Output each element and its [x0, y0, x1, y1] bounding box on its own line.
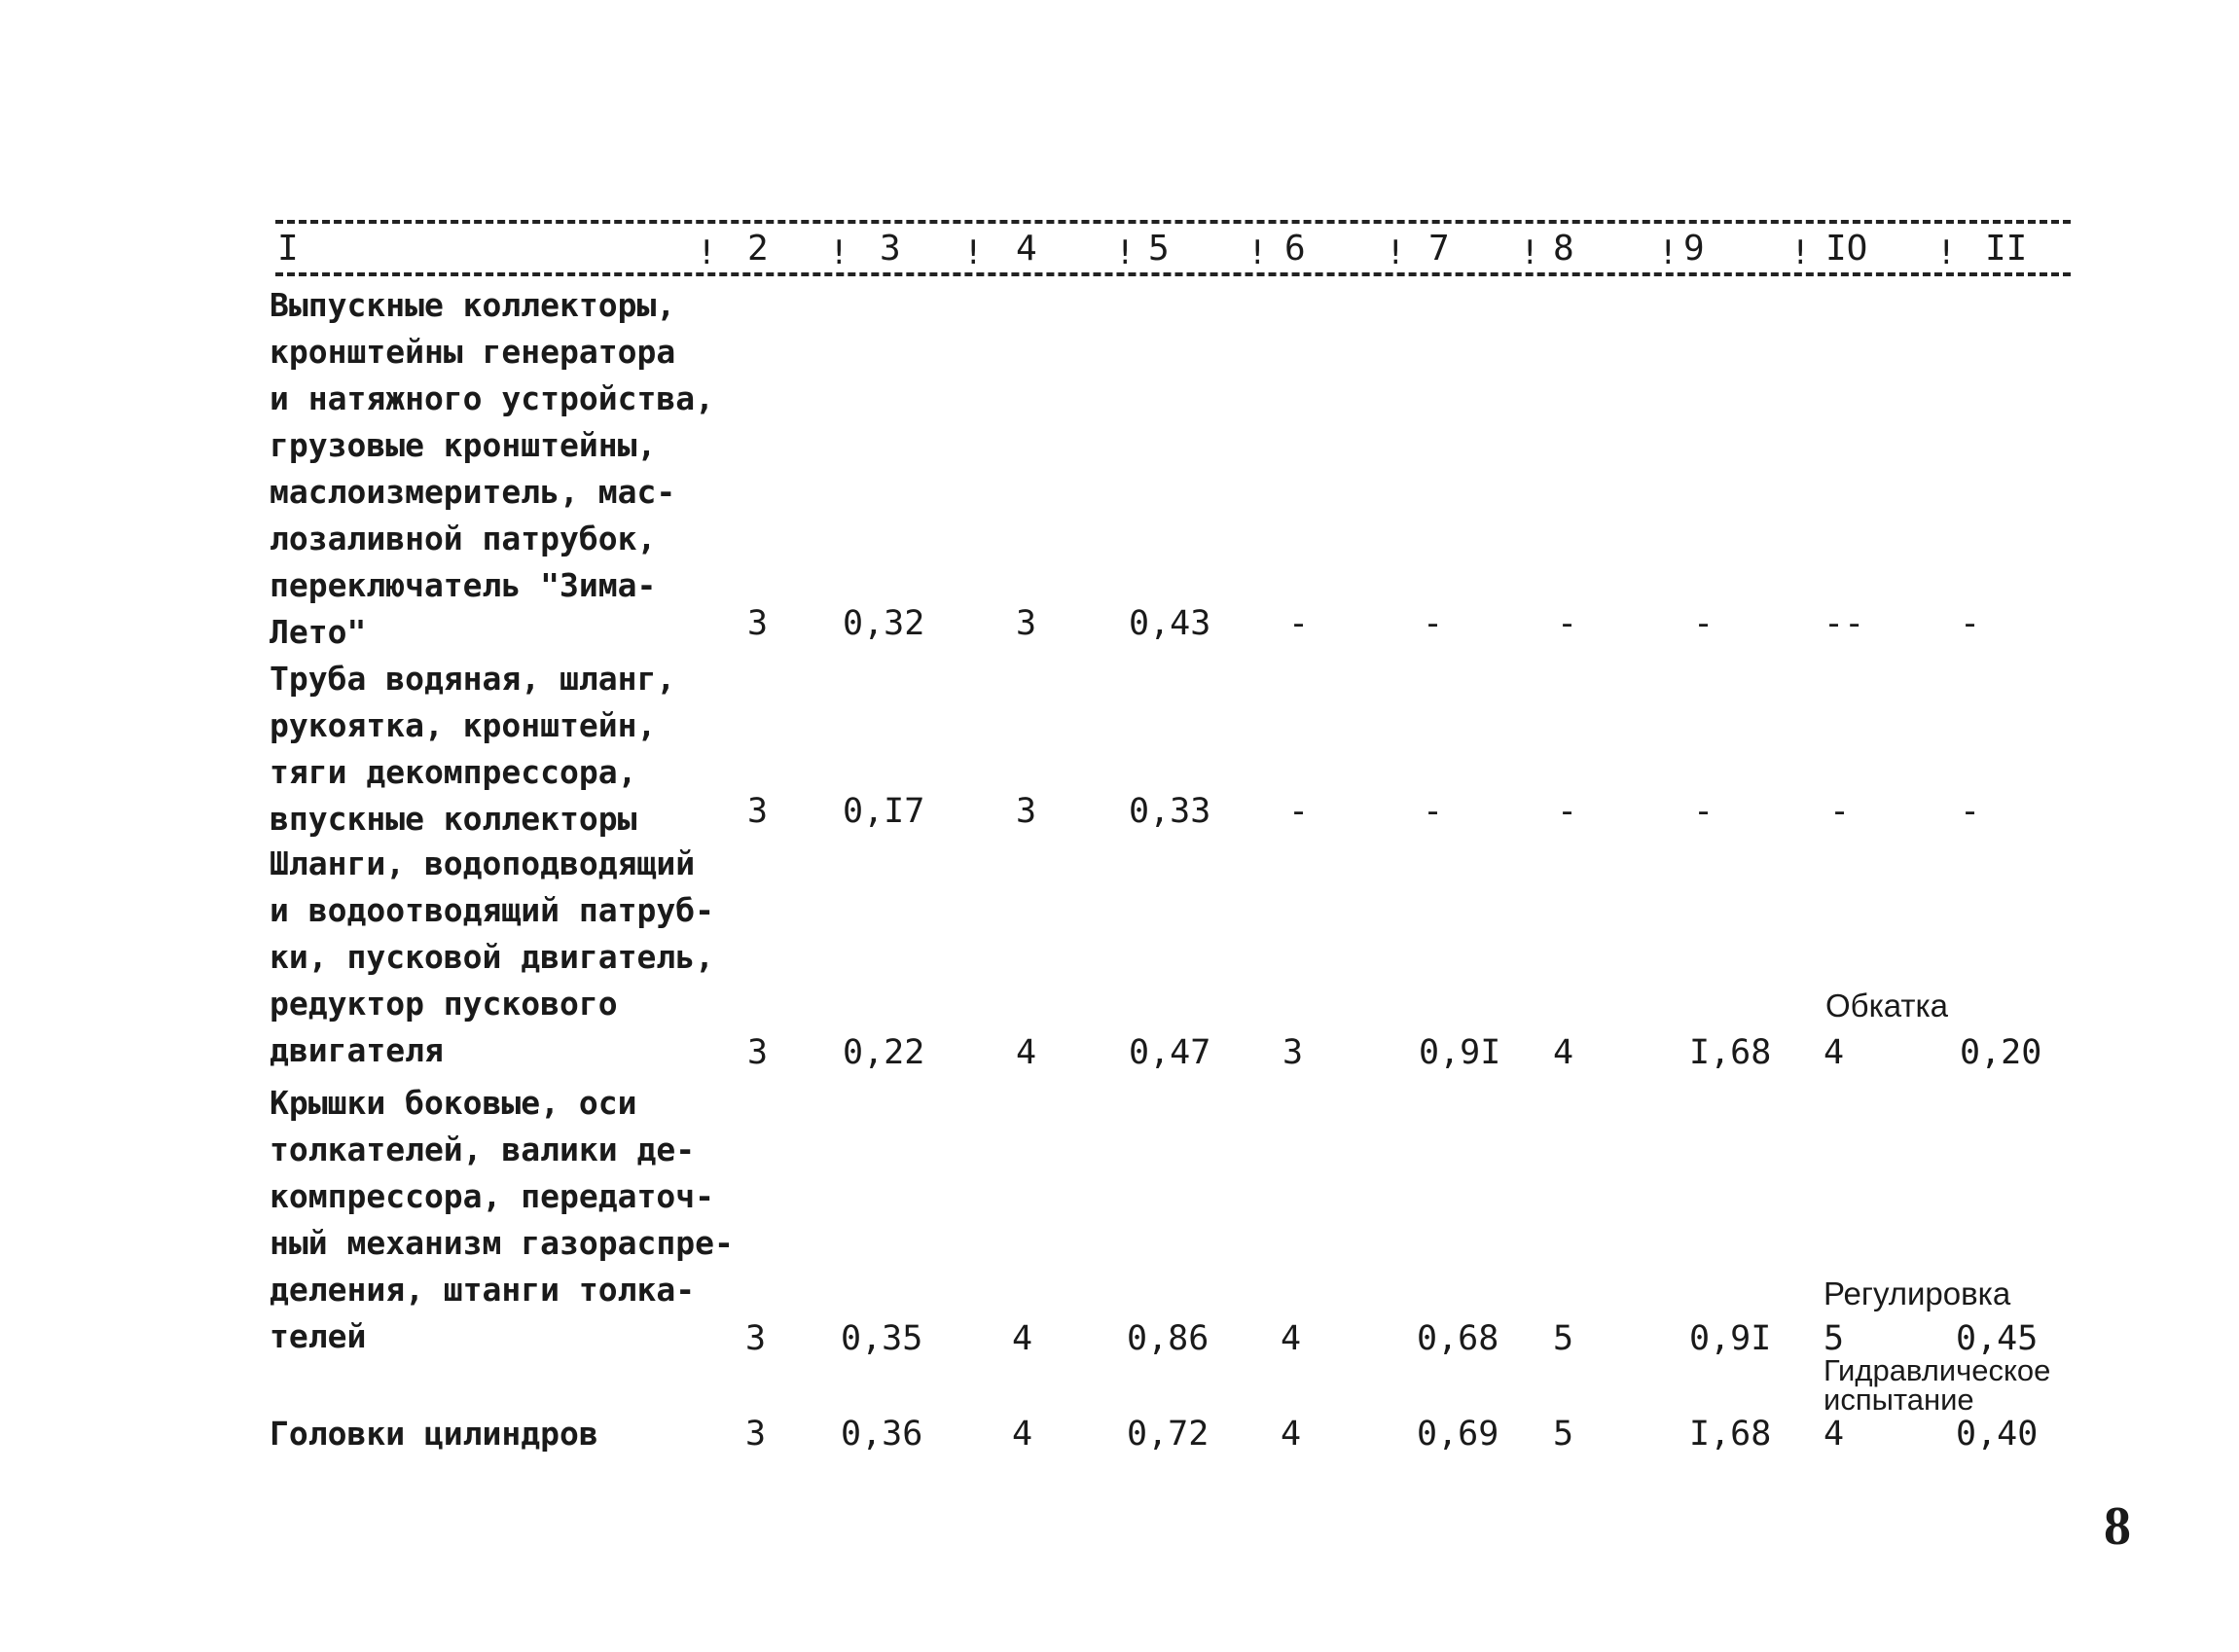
column-header-8: 8	[1553, 229, 1574, 269]
header-separator: !	[829, 233, 849, 272]
table-row-3-note: Обкатка	[1825, 988, 1948, 1024]
table-row-2-col-6: -	[1288, 792, 1310, 831]
table-row-1-col-8: -	[1557, 604, 1578, 643]
table-row-1-col-10: --	[1824, 604, 1865, 643]
column-header-1: I	[277, 229, 299, 269]
table-row-4-col-7: 0,68	[1417, 1319, 1499, 1358]
table-row-5-col-4: 4	[1012, 1415, 1033, 1454]
table-row-5-col-6: 4	[1281, 1415, 1302, 1454]
table-row-4-col-2: 3	[745, 1319, 767, 1358]
column-header-11: II	[1985, 229, 2028, 269]
table-row-4-note: Регулировка	[1824, 1275, 2011, 1311]
table-row-5-name: Головки цилиндров	[270, 1415, 598, 1453]
column-header-9: 9	[1683, 229, 1705, 269]
table-row-5-col-5: 0,72	[1127, 1415, 1210, 1454]
column-header-3: 3	[880, 229, 901, 269]
table-row-3-col-11: 0,20	[1960, 1033, 2042, 1072]
table-row-1-name: Выпускные коллекторы, кронштейны генератора и натяжного устройства, грузовые кронштейны, маслоизмеритель, мас- лозаливной патрубок, переключатель "Зима- Лето"	[270, 286, 714, 651]
table-row-2-col-9: -	[1693, 792, 1715, 831]
column-header-10: IO	[1825, 229, 1868, 269]
table-row-2-col-3: 0,I7	[843, 792, 925, 831]
table-row-2-col-10: -	[1829, 792, 1851, 831]
table-row-4-col-10: 5	[1824, 1319, 1845, 1358]
table-row-3-col-2: 3	[747, 1033, 769, 1072]
table-row-5-col-2: 3	[745, 1415, 767, 1454]
table-row-1-col-3: 0,32	[843, 604, 925, 643]
table-row-4-col-9: 0,9I	[1689, 1319, 1772, 1358]
table-row-4-col-11: 0,45	[1956, 1319, 2039, 1358]
header-separator: !	[963, 233, 984, 272]
table-row-1-col-5: 0,43	[1129, 604, 1211, 643]
table-row-4-col-6: 4	[1281, 1319, 1302, 1358]
table-row-5-note-line-2: испытание	[1824, 1383, 1974, 1417]
page-number: 8	[2104, 1496, 2131, 1557]
table-row-3-col-7: 0,9I	[1419, 1033, 1501, 1072]
column-header-2: 2	[747, 229, 769, 269]
table-row-3-col-4: 4	[1016, 1033, 1037, 1072]
column-header-6: 6	[1284, 229, 1306, 269]
table-row-4-col-3: 0,35	[841, 1319, 923, 1358]
table-row-5-col-8: 5	[1553, 1415, 1574, 1454]
table-row-3-col-6: 3	[1282, 1033, 1304, 1072]
table-row-1-col-6: -	[1288, 604, 1310, 643]
table-row-5-col-3: 0,36	[841, 1415, 923, 1454]
table-row-2-col-11: -	[1960, 792, 1981, 831]
header-separator: !	[697, 233, 717, 272]
table-row-4-col-8: 5	[1553, 1319, 1574, 1358]
header-separator: !	[1115, 233, 1136, 272]
header-separator: !	[1247, 233, 1268, 272]
table-row-3-col-9: I,68	[1689, 1033, 1772, 1072]
table-row-4-name: Крышки боковые, оси толкателей, валики де- компрессора, передаточ- ный механизм газораспре- деления, штанги толка- телей	[270, 1084, 734, 1355]
header-separator: !	[1936, 233, 1957, 272]
table-row-1-col-11: -	[1960, 604, 1981, 643]
table-row-3-name: Шланги, водоподводящий и водоотводящий патруб- ки, пусковой двигатель, редуктор пускового двигателя	[270, 844, 714, 1069]
table-row-2-col-7: -	[1423, 792, 1444, 831]
column-header-4: 4	[1016, 229, 1037, 269]
table-row-5-col-9: I,68	[1689, 1415, 1772, 1454]
table-row-2-col-2: 3	[747, 792, 769, 831]
table-row-2-col-5: 0,33	[1129, 792, 1211, 831]
table-row-5-col-10: 4	[1824, 1415, 1845, 1454]
table-row-3-col-8: 4	[1553, 1033, 1574, 1072]
table-row-1-col-4: 3	[1016, 604, 1037, 643]
column-header-7: 7	[1428, 229, 1450, 269]
table-row-1-col-9: -	[1693, 604, 1715, 643]
table-row-4-col-4: 4	[1012, 1319, 1033, 1358]
table-row-3-col-3: 0,22	[843, 1033, 925, 1072]
header-separator: !	[1386, 233, 1406, 272]
table-row-3-col-5: 0,47	[1129, 1033, 1211, 1072]
header-separator: !	[1790, 233, 1811, 272]
header-separator: !	[1658, 233, 1679, 272]
header-top-rule	[275, 220, 2071, 224]
table-row-2-col-4: 3	[1016, 792, 1037, 831]
column-header-5: 5	[1148, 229, 1170, 269]
header-separator: !	[1520, 233, 1540, 272]
header-bottom-rule	[275, 272, 2071, 276]
table-row-2-col-8: -	[1557, 792, 1578, 831]
table-row-5-note-line-1: Гидравлическое	[1824, 1353, 2051, 1387]
table-row-3-col-10: 4	[1824, 1033, 1845, 1072]
table-row-5-col-7: 0,69	[1417, 1415, 1499, 1454]
table-row-5-col-11: 0,40	[1956, 1415, 2039, 1454]
table-row-1-col-7: -	[1423, 604, 1444, 643]
table-row-2-name: Труба водяная, шланг, рукоятка, кронштейн, тяги декомпрессора, впускные коллекторы	[270, 660, 676, 838]
table-row-1-col-2: 3	[747, 604, 769, 643]
table-row-4-col-5: 0,86	[1127, 1319, 1210, 1358]
